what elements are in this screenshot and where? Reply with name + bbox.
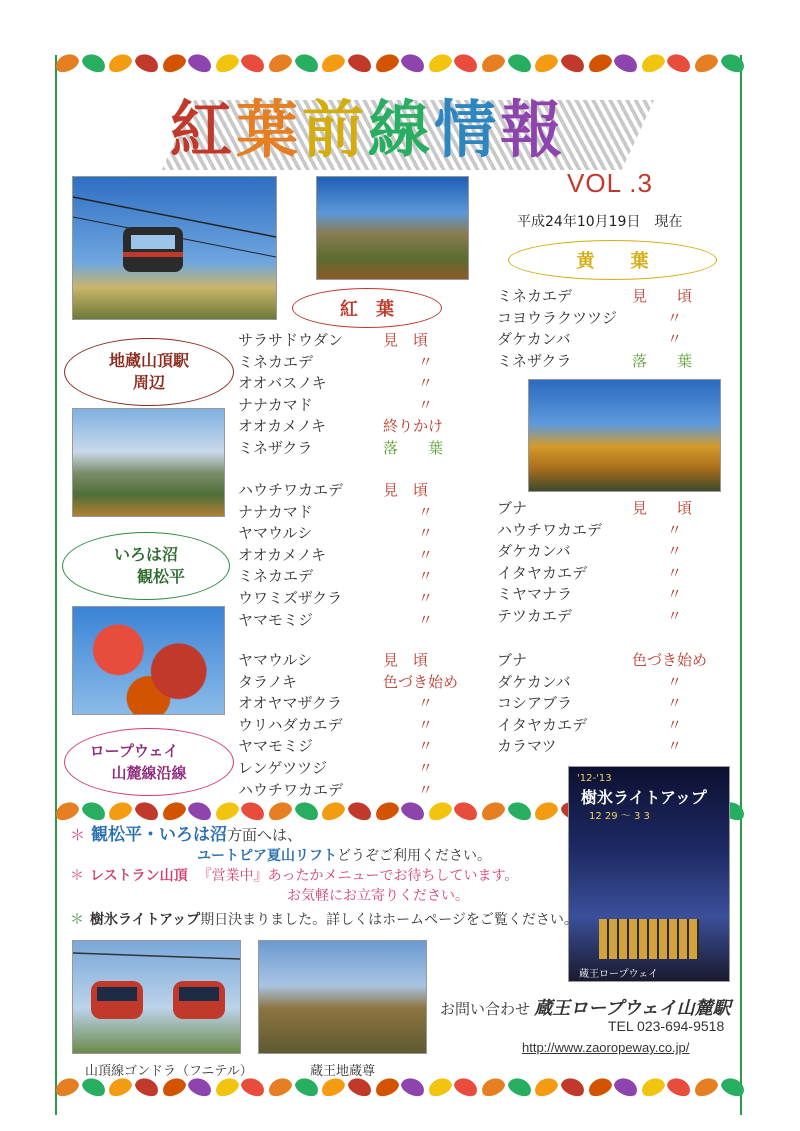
leaf-icon xyxy=(266,800,295,822)
leaf-icon xyxy=(505,1076,534,1098)
status-value: 終りかけ xyxy=(383,417,444,436)
leaf-icon xyxy=(452,800,481,822)
status-value: 〃 xyxy=(418,545,434,564)
leaf-icon xyxy=(159,52,188,74)
leaf-icon xyxy=(452,52,481,74)
status-value: 色づき始め xyxy=(383,672,459,691)
leaf-icon xyxy=(159,800,188,822)
koyo-label xyxy=(292,288,442,328)
list-item xyxy=(238,566,473,588)
list-item xyxy=(497,672,727,694)
plant-name: ナナカマド xyxy=(238,395,313,414)
title-char: 紅 xyxy=(170,93,237,166)
leaf-icon xyxy=(239,52,268,74)
status-value: 〃 xyxy=(418,758,434,777)
plant-name: コヨウラクツツジ xyxy=(497,308,618,327)
leaf-icon xyxy=(559,1076,588,1098)
notice-lightup xyxy=(70,910,578,930)
plant-name: ミヤマナラ xyxy=(497,585,573,604)
caption-gondola: 山頂線ゴンドラ（フニテル） xyxy=(85,1064,253,1079)
status-value: 〃 xyxy=(418,588,434,607)
leaf-icon xyxy=(532,800,561,822)
plant-name: ハウチワカエデ xyxy=(238,780,344,799)
plant-name: テツカエデ xyxy=(497,606,572,625)
leaf-icon xyxy=(212,1076,241,1098)
list-koyo-2 xyxy=(238,480,473,631)
plant-name: ダケカンバ xyxy=(497,330,571,349)
poster-juhyo-lightup xyxy=(568,766,730,982)
status-value: 見 頃 xyxy=(383,331,429,349)
contact-url-link[interactable]: http://www.zaoropeway.co.jp/ xyxy=(522,1040,690,1055)
list-item xyxy=(238,650,473,672)
leaf-icon xyxy=(692,52,721,74)
leaf-icon xyxy=(346,52,375,74)
leaf-icon xyxy=(319,52,348,74)
status-value: 〃 xyxy=(418,737,434,756)
list-item xyxy=(238,758,473,780)
title-char: 線 xyxy=(368,93,435,166)
list-item xyxy=(238,438,473,460)
leaf-icon xyxy=(319,1076,348,1098)
leaf-icon xyxy=(612,1076,641,1098)
plant-name: ブナ xyxy=(497,499,528,517)
list-item xyxy=(497,650,727,672)
leaf-icon xyxy=(372,52,401,74)
plant-name: レンゲツツジ xyxy=(238,758,328,777)
area-jizo-summit xyxy=(64,338,234,406)
list-item xyxy=(497,498,727,520)
status-value: 〃 xyxy=(667,672,683,691)
leaf-icon xyxy=(665,52,694,74)
volume-label: VOL .3 xyxy=(567,168,653,198)
plant-name: ヤマモミジ xyxy=(238,737,314,756)
status-value: 〃 xyxy=(418,715,434,734)
list-item xyxy=(238,523,473,545)
status-value: 見 頃 xyxy=(383,651,429,669)
plant-name: ヤマウルシ xyxy=(238,651,313,669)
status-value: 〃 xyxy=(667,737,683,756)
leaf-icon xyxy=(106,800,135,822)
leaf-icon xyxy=(55,1076,81,1098)
leaf-icon xyxy=(79,800,108,822)
list-item xyxy=(497,286,727,308)
star-bullet: ＊ xyxy=(70,826,86,844)
leaf-icon xyxy=(106,52,135,74)
leaf-icon xyxy=(479,1076,508,1098)
plant-name: ウワミズザクラ xyxy=(238,588,343,607)
list-item xyxy=(497,329,727,351)
status-value: 色づき始め xyxy=(632,651,708,669)
page-border-right xyxy=(740,55,742,1115)
leaf-icon xyxy=(665,1076,694,1098)
photo-yellow-trees xyxy=(528,379,721,492)
plant-name: ハウチワカエデ xyxy=(497,520,603,539)
list-item xyxy=(238,502,473,524)
page-border-left xyxy=(55,55,57,1115)
leaf-icon xyxy=(79,1076,108,1098)
title-char: 葉 xyxy=(236,93,303,166)
list-item xyxy=(238,352,473,374)
leaf-icon xyxy=(372,800,401,822)
leaf-icon xyxy=(186,1076,215,1098)
photo-mountain-peak xyxy=(316,176,469,280)
list-item xyxy=(497,606,727,628)
list-item xyxy=(497,715,727,737)
leaf-icon xyxy=(133,52,162,74)
list-item xyxy=(238,693,473,715)
leaf-icon xyxy=(638,1076,667,1098)
list-item xyxy=(238,672,473,694)
leaf-icon xyxy=(399,1076,428,1098)
photo-gondola-funitel xyxy=(72,940,241,1054)
notice-lightup-name: 樹氷ライトアップ xyxy=(90,912,201,928)
leaf-icon xyxy=(585,1076,614,1098)
caption-jizo: 蔵王地蔵尊 xyxy=(310,1064,376,1079)
star-bullet: ＊ xyxy=(70,912,84,928)
notice-restaurant-name: レストラン山頂 xyxy=(90,868,188,884)
list-item xyxy=(238,395,473,417)
plant-name: ミネカエデ xyxy=(238,567,314,586)
list-item xyxy=(238,610,473,632)
list-item xyxy=(238,588,473,610)
list-yellow-3 xyxy=(497,650,727,758)
title-char: 報 xyxy=(500,93,567,166)
list-item xyxy=(497,736,727,758)
status-value: 〃 xyxy=(418,610,434,629)
leaf-icon xyxy=(346,800,375,822)
plant-name: ウリハダカエデ xyxy=(238,715,343,734)
leaf-icon xyxy=(212,52,241,74)
plant-name: ヤマモミジ xyxy=(238,610,314,629)
plant-name: ミネザクラ xyxy=(238,438,313,457)
contact-name: 蔵王ロープウェイ山麓駅 xyxy=(534,998,731,1018)
list-item xyxy=(497,693,727,715)
notice-lift-2 xyxy=(197,846,491,866)
list-item xyxy=(497,563,727,585)
leaf-icon xyxy=(159,1076,188,1098)
leaf-garland-bottom xyxy=(55,1076,745,1098)
list-item xyxy=(238,416,473,438)
plant-name: ミネザクラ xyxy=(497,351,572,370)
status-value: 〃 xyxy=(667,330,683,349)
leaf-icon xyxy=(55,52,81,74)
leaf-icon xyxy=(718,1076,745,1098)
status-value: 〃 xyxy=(418,780,434,799)
status-value: 〃 xyxy=(418,352,434,371)
status-value: 見 頃 xyxy=(632,287,693,305)
area-ropeway-line2: 山麓線沿線 xyxy=(111,764,187,782)
status-value: 〃 xyxy=(418,374,434,393)
photo-jizo-station-view xyxy=(72,408,225,517)
photo-ropeway-gondola xyxy=(72,176,277,320)
notice-restaurant xyxy=(70,866,518,886)
poster-grid xyxy=(599,919,699,959)
leaf-icon xyxy=(212,800,241,822)
status-value: 〃 xyxy=(667,715,683,734)
status-value: 〃 xyxy=(667,585,683,604)
plant-name: ナナカマド xyxy=(238,502,313,521)
leaf-icon xyxy=(292,1076,321,1098)
list-item xyxy=(497,308,727,330)
funitel-illustration xyxy=(73,941,240,1053)
leaf-icon xyxy=(532,52,561,74)
plant-name: ダケカンバ xyxy=(497,672,571,691)
list-yellow-2 xyxy=(497,498,727,628)
status-value: 〃 xyxy=(418,395,434,414)
leaf-icon xyxy=(479,52,508,74)
leaf-icon xyxy=(452,1076,481,1098)
leaf-icon xyxy=(479,800,508,822)
status-value: 〃 xyxy=(667,563,683,582)
status-value: 〃 xyxy=(667,606,683,625)
list-item xyxy=(497,520,727,542)
list-item xyxy=(238,480,473,502)
leaf-icon xyxy=(425,1076,454,1098)
leaf-icon xyxy=(425,800,454,822)
plant-name: オオヤマザクラ xyxy=(238,694,342,713)
list-koyo-3 xyxy=(238,650,473,801)
list-item xyxy=(497,351,727,373)
notice-restaurant-open: 『営業中』 xyxy=(197,868,268,884)
plant-name: ハウチワカエデ xyxy=(238,481,344,499)
list-item xyxy=(238,373,473,395)
leaf-icon xyxy=(505,52,534,74)
plant-name: タラノキ xyxy=(238,672,297,691)
list-item xyxy=(238,545,473,567)
leaf-icon xyxy=(239,1076,268,1098)
notice-restaurant-2 xyxy=(287,886,469,906)
leaf-icon xyxy=(612,52,641,74)
list-item xyxy=(238,330,473,352)
title-char: 前 xyxy=(302,93,369,166)
list-item xyxy=(497,541,727,563)
update-date: 平成24年10月19日 現在 xyxy=(517,214,683,230)
leaf-icon xyxy=(133,1076,162,1098)
poster-title: 樹氷ライトアップ xyxy=(581,788,707,807)
leaf-icon xyxy=(505,800,534,822)
status-value: 〃 xyxy=(667,520,683,539)
list-item xyxy=(238,715,473,737)
photo-red-leaves xyxy=(72,606,225,715)
leaf-icon xyxy=(186,52,215,74)
status-value: 〃 xyxy=(667,694,683,713)
leaf-icon xyxy=(559,52,588,74)
plant-name: オオカメノキ xyxy=(238,545,327,564)
area-jizo-label: 地蔵山頂駅 周辺 xyxy=(108,351,189,392)
leaf-icon xyxy=(239,800,268,822)
status-value: 〃 xyxy=(418,567,434,586)
area-iroha xyxy=(62,532,230,600)
plant-name: オオバスノキ xyxy=(238,374,327,393)
status-value: 落 葉 xyxy=(632,351,693,370)
leaf-icon xyxy=(79,52,108,74)
list-yellow-1 xyxy=(497,286,727,372)
status-value: 見 頃 xyxy=(632,499,693,517)
notice-lift-text2: どうぞご利用ください。 xyxy=(337,848,491,864)
notice-restaurant-text2: お気軽にお立寄りください。 xyxy=(287,888,469,904)
plant-name: ダケカンバ xyxy=(497,542,571,561)
yellow-label xyxy=(508,240,717,280)
plant-name: サラサドウダン xyxy=(238,331,344,349)
list-item xyxy=(497,584,727,606)
leaf-icon xyxy=(186,800,215,822)
leaf-icon xyxy=(399,800,428,822)
plant-name: ミネカエデ xyxy=(497,287,573,305)
koyo-label-text: 紅 葉 xyxy=(340,299,394,320)
list-item xyxy=(238,736,473,758)
leaf-icon xyxy=(266,1076,295,1098)
status-value: 〃 xyxy=(667,542,683,561)
leaf-icon xyxy=(133,800,162,822)
status-value: 〃 xyxy=(418,694,434,713)
poster-footer: 蔵王ロープウェイ xyxy=(579,969,659,980)
plant-name: カラマツ xyxy=(497,737,557,756)
area-iroha-line2: 観松平 xyxy=(136,567,185,586)
notice-lift xyxy=(70,825,302,845)
contact-lead: お問い合わせ xyxy=(440,1001,531,1018)
leaf-icon xyxy=(532,1076,561,1098)
status-value: 〃 xyxy=(667,308,683,327)
leaf-icon xyxy=(425,52,454,74)
star-bullet: ＊ xyxy=(70,868,84,884)
status-value: 見 頃 xyxy=(383,481,429,499)
leaf-icon xyxy=(638,52,667,74)
leaf-icon xyxy=(399,52,428,74)
notice-lift-dest: 観松平・いろは沼 xyxy=(91,825,228,845)
status-value: 落 葉 xyxy=(383,438,444,457)
leaf-icon xyxy=(692,1076,721,1098)
leaf-icon xyxy=(372,1076,401,1098)
title-char: 情 xyxy=(434,93,501,166)
contact-line xyxy=(440,994,731,1020)
notice-lift-name: ユートピア夏山リフト xyxy=(197,848,337,864)
plant-name: ミネカエデ xyxy=(238,352,314,371)
poster-year: '12-'13 xyxy=(577,773,612,784)
leaf-icon xyxy=(346,1076,375,1098)
notice-lift-text: 方面へは、 xyxy=(227,826,303,844)
leaf-icon xyxy=(718,52,745,74)
plant-name: ブナ xyxy=(497,651,528,669)
yellow-label-text: 黄 葉 xyxy=(576,251,649,272)
plant-name: オオカメノキ xyxy=(238,417,327,436)
gondola-illustration xyxy=(73,177,276,319)
plant-name: イタヤカエデ xyxy=(497,563,588,582)
area-ropeway-line1: ロープウェイ xyxy=(89,742,179,760)
status-value: 〃 xyxy=(418,502,434,521)
plant-name: コシアブラ xyxy=(497,694,573,713)
notice-restaurant-text: あったかメニューでお待ちしています。 xyxy=(267,868,519,884)
leaf-icon xyxy=(55,800,81,822)
status-value: 〃 xyxy=(418,524,434,543)
leaf-garland-top xyxy=(55,52,745,74)
page-title xyxy=(170,80,566,169)
list-item xyxy=(238,780,473,802)
leaf-icon xyxy=(266,52,295,74)
leaf-icon xyxy=(292,800,321,822)
leaf-icon xyxy=(106,1076,135,1098)
plant-name: ヤマウルシ xyxy=(238,524,313,543)
photo-zao-jizo xyxy=(258,940,427,1054)
notice-lightup-text: 期日決まりました。詳しくはホームページをご覧ください。 xyxy=(200,912,578,928)
area-ropeway xyxy=(64,728,234,796)
poster-dates: 12 29 ～ 3 3 xyxy=(589,811,650,822)
leaf-icon xyxy=(319,800,348,822)
list-koyo-1 xyxy=(238,330,473,460)
leaf-icon xyxy=(585,52,614,74)
area-iroha-line1: いろは沼 xyxy=(113,545,178,564)
plant-name: イタヤカエデ xyxy=(497,715,588,734)
contact-tel: TEL 023-694-9518 xyxy=(608,1018,725,1034)
leaf-icon xyxy=(292,52,321,74)
